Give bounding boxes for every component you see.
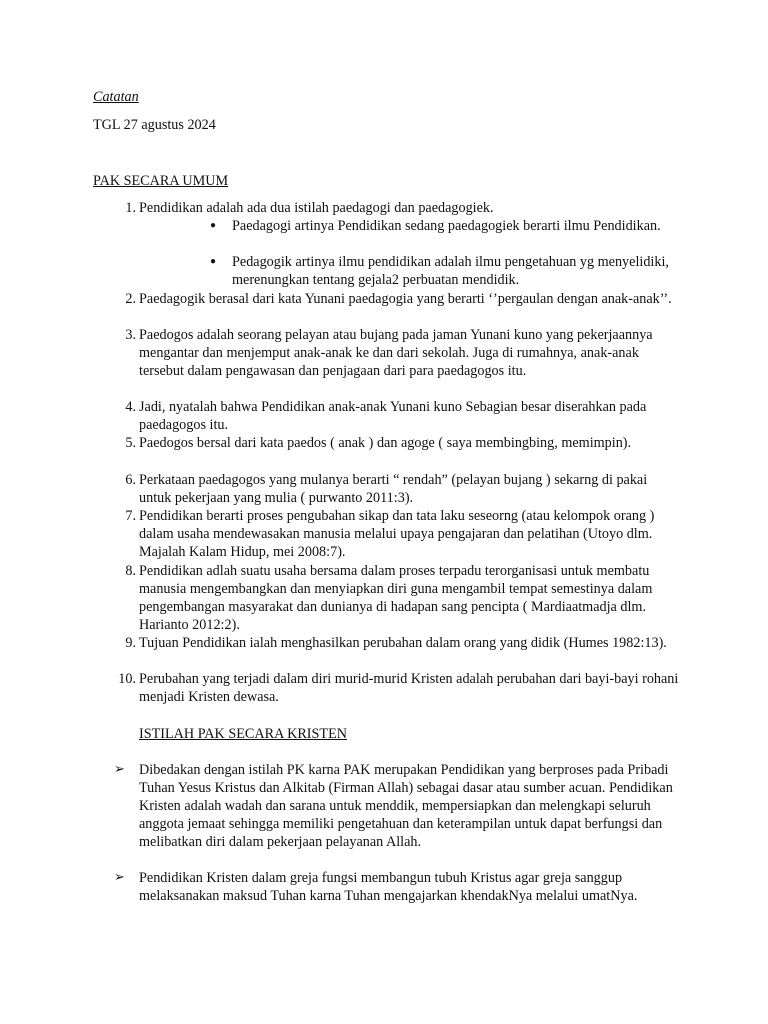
date-line: TGL 27 agustus 2024 (93, 117, 216, 133)
list-item: Perubahan yang terjadi dalam diri murid-murid Kristen adalah perubahan dari bayi-bayi rohani menjadi Kristen dewasa. (139, 671, 679, 705)
list-number: 1. (125, 200, 136, 216)
list-number: 9. (125, 635, 136, 651)
list-number: 7. (125, 508, 136, 524)
list-number: 5. (125, 435, 136, 451)
arrow-bullet-item: Dibedakan dengan istilah PK karna PAK merupakan Pendidikan yang berproses pada Pribadi Tuhan Yesus Kristus dan Alkitab (Firman Allah) sebagai dasar atau sumber acuan. Pendidikan Kristen adalah wadah dan sarana untuk menddik, mempersiapkan dan melengkapi seluruh anggota jemaat sehingga memiliki pengetahuan dan keterampilan untuk dapat berfungsi dan melibatkan diri dalam pekerjaan pelayanan Allah. (139, 762, 673, 850)
list-item: Jadi, nyatalah bahwa Pendidikan anak-anak Yunani kuno Sebagian besar diserahkan pada paedagogos itu. (139, 399, 647, 433)
bullet-dot-icon: ● (210, 220, 217, 231)
sub-bullet-item: Pedagogik artinya ilmu pendidikan adalah ilmu pengetahuan yg menyelidiki, merenungkan tentang gejala2 perbuatan mendidik. (232, 254, 669, 288)
note-label: Catatan (93, 89, 139, 105)
list-number: 10. (118, 671, 136, 687)
list-number: 6. (125, 472, 136, 488)
bullet-dot-icon: ● (210, 256, 217, 267)
list-number: 8. (125, 563, 136, 579)
list-number: 4. (125, 399, 136, 415)
sub-bullet-item: Paedagogi artinya Pendidikan sedang paedagogiek berarti ilmu Pendidikan. (232, 218, 661, 234)
list-item: Paedogos adalah seorang pelayan atau bujang pada jaman Yunani kuno yang pekerjaannya mengantar dan menjemput anak-anak ke dan dari sekolah. Juga di rumahnya, anak-anak tersebut dalam pengawasan dan penjagaan dari para paedagogos itu. (139, 327, 653, 379)
list-number: 2. (125, 291, 136, 307)
arrowhead-right-icon: ➢ (114, 870, 125, 885)
list-item: Tujuan Pendidikan ialah menghasilkan perubahan dalam orang yang didik (Humes 1982:13). (139, 635, 667, 651)
list-item: Pendidikan berarti proses pengubahan sikap dan tata laku seseorng (atau kelompok orang ) dalam usaha mendewasakan manusia melalui upaya pengajaran dan pelatihan (Utoyo dlm. Majalah Kalam Hidup, mei 2008:7). (139, 508, 655, 560)
arrow-bullet-item: Pendidikan Kristen dalam greja fungsi membangun tubuh Kristus agar greja sanggup melaksanakan maksud Tuhan karna Tuhan mengajarkan khendakNya melalui umatNya. (139, 870, 638, 904)
list-item: Paedogos bersal dari kata paedos ( anak ) dan agoge ( saya membingbing, memimpin). (139, 435, 632, 451)
list-number: 3. (125, 327, 136, 343)
list-item: Perkataan paedagogos yang mulanya berarti “ rendah” (pelayan bujang ) sekarng di pakai untuk pekerjaan yang mulia ( purwanto 2011:3). (139, 472, 648, 506)
list-item: Pendidikan adalah ada dua istilah paedagogi dan paedagogiek. (139, 200, 494, 216)
list-item: Paedagogik berasal dari kata Yunani paedagogia yang berarti ‘’pergaulan dengan anak-anak’’. (139, 291, 672, 307)
section-heading-umum: PAK SECARA UMUM (93, 173, 229, 189)
section-heading-kristen: ISTILAH PAK SECARA KRISTEN (139, 726, 347, 742)
arrowhead-right-icon: ➢ (114, 762, 125, 777)
list-item: Pendidikan adlah suatu usaha bersama dalam proses terpadu terorganisasi untuk membatu manusia mengembangkan dan menyiapkan diri guna mengambil tempat semestinya dalam pengembangan masyarakat dan dunianya di hadapan sang pencipta ( Mardiaatmadja dlm. Harianto 2012:2). (139, 563, 653, 633)
